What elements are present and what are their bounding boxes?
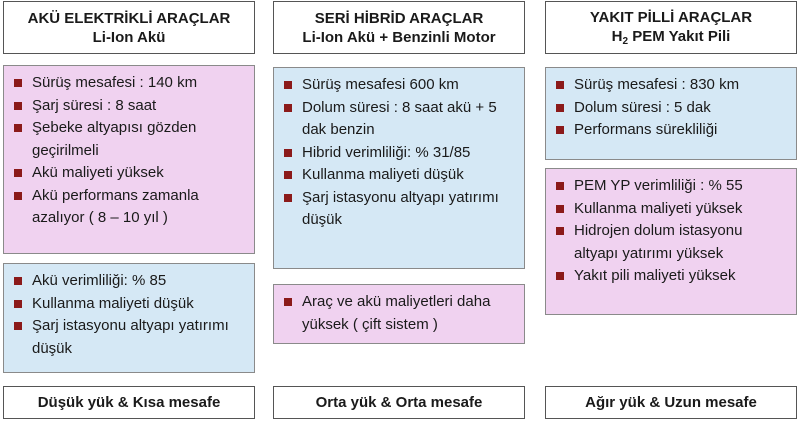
list-item: Yakıt pili maliyeti yüksek [552, 265, 790, 288]
header-fuel-cell [545, 1, 797, 54]
list-item: Şebeke altyapısı gözden geçirilmeli [10, 117, 248, 162]
footer-fuel-cell: Ağır yük & Uzun mesafe [545, 386, 797, 419]
list-item: Hidrojen dolum istasyonu altyapı yatırımı yüksek [552, 220, 790, 265]
header-subtitle [612, 27, 731, 48]
list-item: Şarj istasyonu altyapı yatırımı düşük [10, 315, 248, 360]
cost-box-fuel-cell [545, 168, 797, 315]
subtitle-h: H [611, 27, 623, 45]
header-title: AKÜ ELEKTRİKLİ ARAÇLAR [27, 9, 231, 27]
advantages-box-hybrid [273, 67, 525, 269]
header-title: YAKIT PİLLİ ARAÇLAR [589, 8, 753, 26]
list-item: Akü maliyeti yüksek [10, 162, 248, 185]
efficiency-box-battery [3, 263, 255, 373]
subtitle-rest: PEM Yakıt Pili [628, 27, 731, 45]
list-item: PEM YP verimliliği : % 55 [552, 175, 790, 198]
list-item: Sürüş mesafesi : 140 km [10, 72, 248, 95]
list-item: Akü verimliliği: % 85 [10, 270, 248, 293]
header-subtitle: Li-Ion Akü + Benzinli Motor [302, 28, 496, 46]
subtitle-subscript: 2 [622, 35, 629, 47]
list-item: Performans sürekliliği [552, 119, 790, 142]
header-battery-electric [3, 1, 255, 54]
advantages-box-battery [3, 65, 255, 254]
footer-series-hybrid: Orta yük & Orta mesafe [273, 386, 525, 419]
list-item: Şarj istasyonu altyapı yatırımı düşük [280, 187, 518, 232]
list-item: Akü performans zamanla azalıyor ( 8 – 10 yıl ) [10, 185, 248, 230]
header-subtitle: Li-Ion Akü [92, 28, 166, 46]
header-title: SERİ HİBRİD ARAÇLAR [314, 9, 484, 27]
list-item: Dolum süresi : 5 dak [552, 97, 790, 120]
list-item: Hibrid verimliliği: % 31/85 [280, 142, 518, 165]
list-item: Dolum süresi : 8 saat akü + 5 dak benzin [280, 97, 518, 142]
advantages-box-fuel-cell [545, 67, 797, 160]
footer-battery-electric: Düşük yük & Kısa mesafe [3, 386, 255, 419]
list-item: Kullanma maliyeti düşük [280, 164, 518, 187]
list-item: Sürüş mesafesi 600 km [280, 74, 518, 97]
header-series-hybrid [273, 1, 525, 54]
list-item: Sürüş mesafesi : 830 km [552, 74, 790, 97]
list-item: Kullanma maliyeti düşük [10, 293, 248, 316]
list-item: Kullanma maliyeti yüksek [552, 198, 790, 221]
list-item: Şarj süresi : 8 saat [10, 95, 248, 118]
list-item: Araç ve akü maliyetleri daha yüksek ( çift sistem ) [280, 291, 518, 336]
cost-box-hybrid [273, 284, 525, 344]
